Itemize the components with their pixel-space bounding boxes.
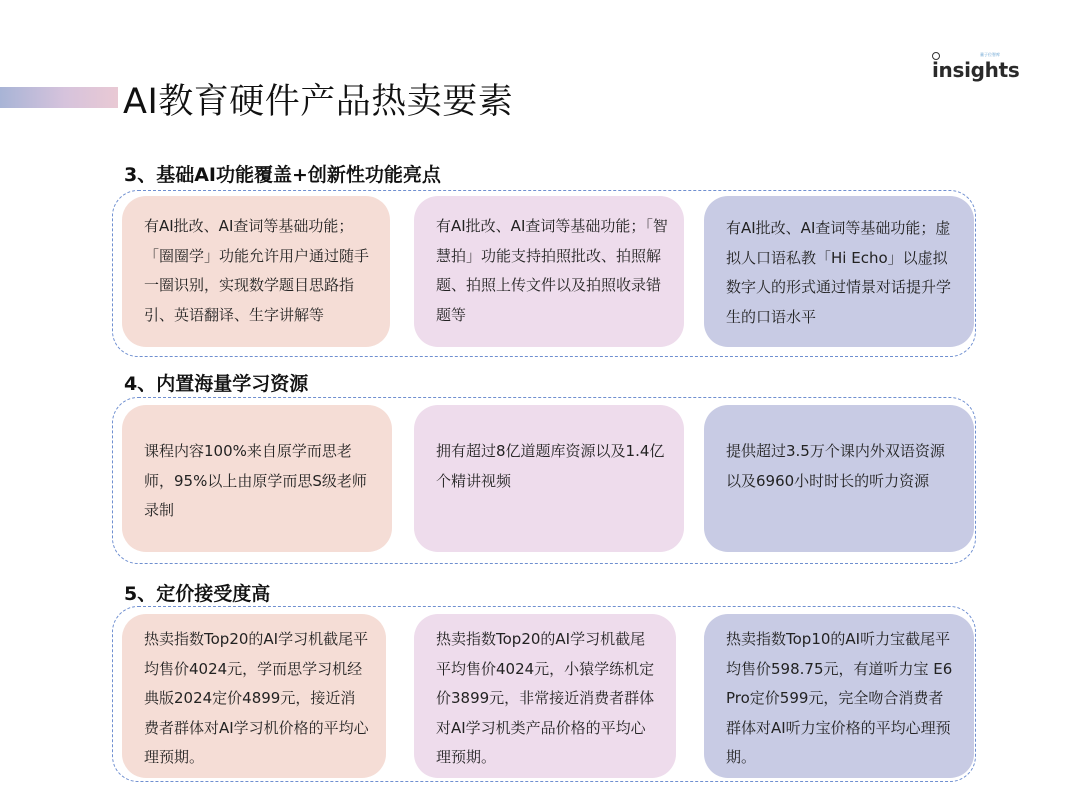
card-text: 有AI批改、AI查词等基础功能；「圈圈学」功能允许用户通过随手一圈识别，实现数学题目思路指引、英语翻译、生字讲解等 [144, 217, 370, 324]
page-title: AI教育硬件产品热卖要素 [123, 82, 514, 122]
price-card-youdao [704, 614, 974, 778]
feature-card-xueersi [122, 196, 390, 347]
resource-card-xueersi [122, 405, 392, 552]
section-heading-3: 3、基础AI功能覆盖+创新性功能亮点 [124, 164, 441, 186]
insights-logo [930, 52, 1020, 84]
logo-word: insights [932, 58, 1020, 82]
resource-card-xiaoyuan [414, 405, 684, 552]
section-heading-4: 4、内置海量学习资源 [124, 373, 309, 395]
card-text: 课程内容100%来自原学而思老师，95%以上由原学而思S级老师录制 [144, 442, 367, 519]
card-text: 有AI批改、AI查词等基础功能；「智慧拍」功能支持拍照批改、拍照解题、拍照上传文件以及拍照收录错题等 [436, 217, 668, 324]
resource-card-youdao [704, 405, 974, 552]
card-text: 有AI批改、AI查词等基础功能；虚拟人口语私教「Hi Echo」以虚拟数字人的形式通过情景对话提升学生的口语水平 [726, 219, 952, 326]
logo-tagline: 量子位智库 [980, 52, 1000, 57]
card-text: 提供超过3.5万个课内外双语资源以及6960小时时长的听力资源 [726, 442, 945, 490]
card-text: 拥有超过8亿道题库资源以及1.4亿个精讲视频 [436, 442, 665, 490]
feature-card-youdao [704, 196, 974, 347]
feature-card-xiaoyuan [414, 196, 684, 347]
price-card-xiaoyuan [414, 614, 676, 778]
section-heading-5: 5、定价接受度高 [124, 583, 271, 605]
card-text: 热卖指数Top10的AI听力宝截尾平均售价598.75元，有道听力宝 E6 Pro定价599元，完全吻合消费者群体对AI听力宝价格的平均心理预期。 [726, 630, 953, 766]
price-card-xueersi [122, 614, 386, 778]
title-accent-bar [0, 87, 118, 108]
card-text: 热卖指数Top20的AI学习机截尾平均售价4024元，学而思学习机经典版2024定价4899元，接近消费者群体对AI学习机价格的平均心理预期。 [144, 630, 369, 766]
card-text: 热卖指数Top20的AI学习机截尾平均售价4024元，小猿学练机定价3899元，非常接近消费者群体对AI学习机类产品价格的平均心理预期。 [436, 630, 655, 766]
